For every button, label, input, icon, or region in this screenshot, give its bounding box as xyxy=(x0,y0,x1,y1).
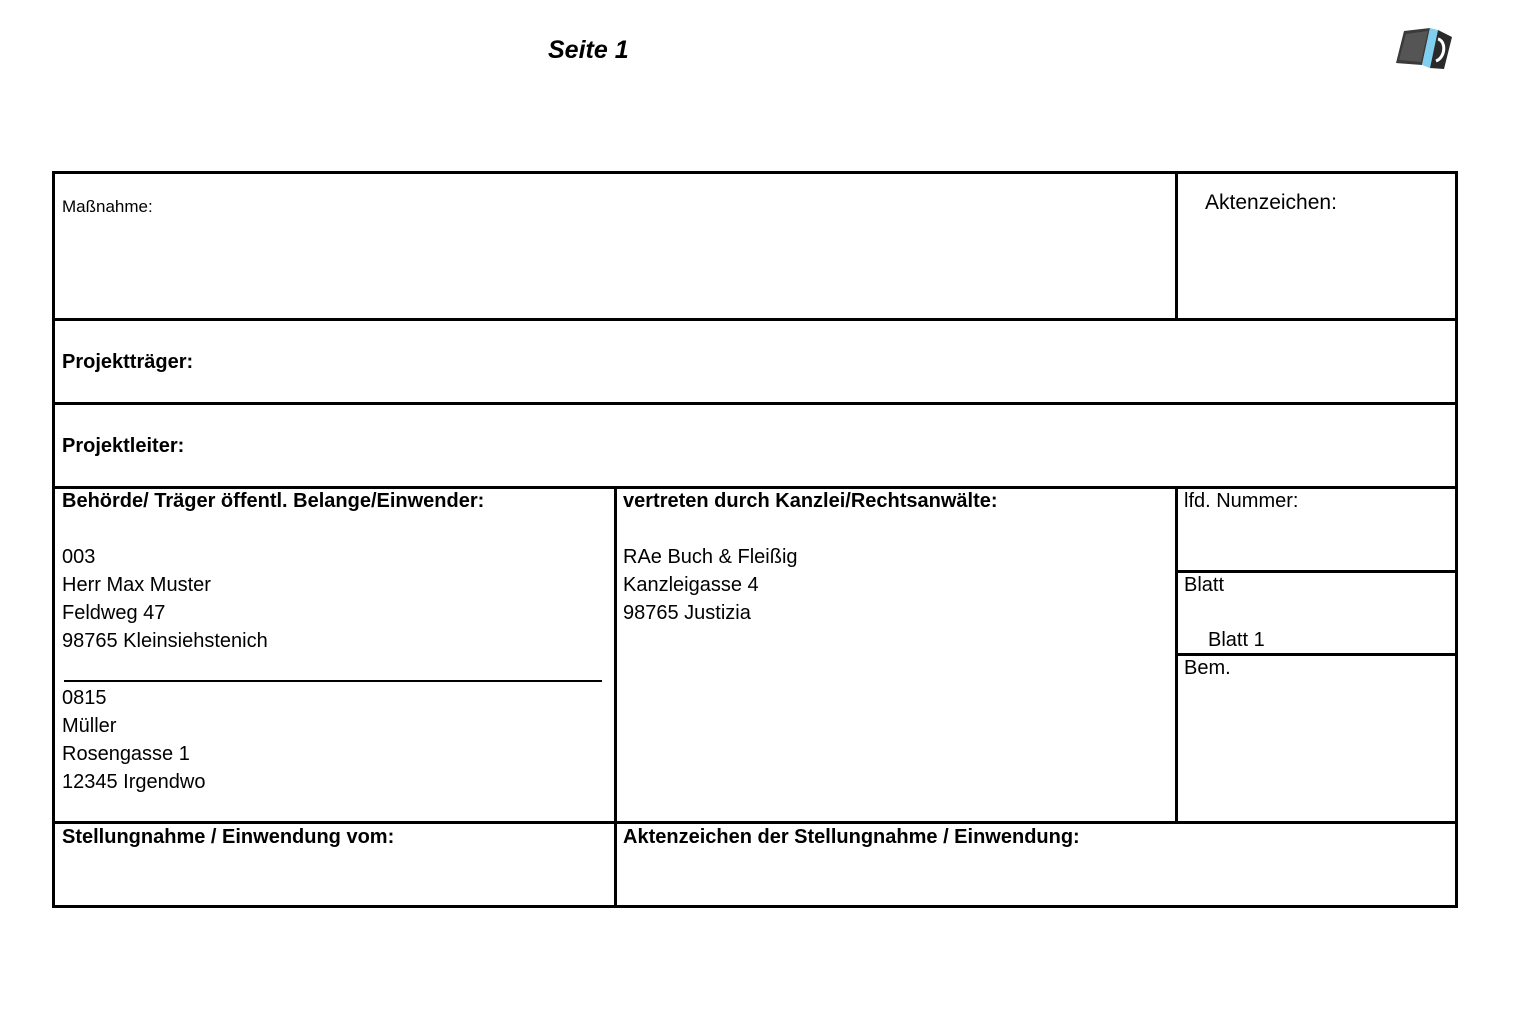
book-logo-icon xyxy=(1394,25,1454,71)
projektleiter-label: Projektleiter: xyxy=(62,435,185,457)
stellungnahme-label: Stellungnahme / Einwendung vom: xyxy=(62,826,395,848)
bem-label: Bem. xyxy=(1184,657,1231,679)
blatt-value: Blatt 1 xyxy=(1208,629,1265,651)
massnahme-label: Maßnahme: xyxy=(62,197,153,216)
projekttraeger-label: Projektträger: xyxy=(62,351,194,373)
blatt-label: Blatt xyxy=(1184,574,1225,596)
einwender-address-1: 003 Herr Max Muster Feldweg 47 98765 Kleinsiehstenich xyxy=(62,546,268,652)
address-separator xyxy=(64,680,602,682)
einwender-address-2: 0815 Müller Rosengasse 1 12345 Irgendwo xyxy=(62,687,206,793)
page-title: Seite 1 xyxy=(548,36,629,64)
lfd-nummer-label: lfd. Nummer: xyxy=(1184,490,1299,512)
form-table xyxy=(52,171,1458,908)
aktenzeichen-label: Aktenzeichen: xyxy=(1205,191,1337,214)
aktenzeichen-stellungnahme-label: Aktenzeichen der Stellungnahme / Einwendung: xyxy=(623,826,1080,848)
behoerde-label: Behörde/ Träger öffentl. Belange/Einwender: xyxy=(62,490,485,512)
kanzlei-address: RAe Buch & Fleißig Kanzleigasse 4 98765 Justizia xyxy=(623,546,798,624)
vertreten-label: vertreten durch Kanzlei/Rechtsanwälte: xyxy=(623,490,998,512)
